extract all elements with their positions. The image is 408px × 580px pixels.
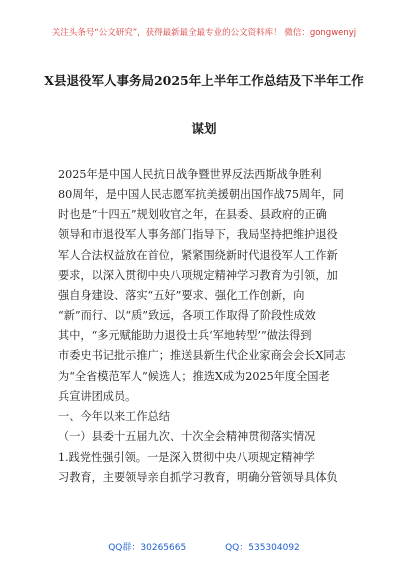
body-line: 2025年是中国人民抗日战争暨世界反法西斯战争胜利 xyxy=(58,168,322,181)
body-line: 80周年，是中国人民志愿军抗美援朝出国作战75周年，同 xyxy=(58,188,344,201)
body-line: 市委史书记批示推广；推送县新生代企业家商会会长X同志 xyxy=(58,349,346,362)
document-title: X县退役军人事务局2025年上半年工作总结及下半年工作 xyxy=(44,73,364,88)
body-line: 兵宣讲团成员。 xyxy=(58,390,137,403)
body-line: 领导和市退役军人事务部门指导下，我局坚持把维护退役 xyxy=(58,228,338,241)
body-line: 为“全省模范军人”候选人；推选X成为2025年度全国老 xyxy=(58,370,330,383)
body-line: 时也是“十四五”规划收官之年，在县委、县政府的正确 xyxy=(58,208,327,221)
footer-qq-group: QQ群：30265665 xyxy=(108,543,187,553)
footer-qq: QQ：535304092 xyxy=(225,543,300,553)
body-line: “新”而行、以“质”致远，各项工作取得了阶段性成效 xyxy=(58,309,316,322)
subsection-heading: （一）县委十五届九次、十次全会精神贯彻落实情况 xyxy=(58,430,316,443)
footer-contact xyxy=(0,540,408,553)
document-title-continued: 谋划 xyxy=(191,121,217,136)
header-banner: 关注头条号“公文研究”，获得最新最全最专业的公文资料库！ 微信：gongwenyj xyxy=(51,28,357,38)
body-line: 其中，“多元赋能助力退役士兵‘军地转型’”做法得到 xyxy=(58,329,312,342)
body-line: 军人合法权益放在首位，紧紧围绕新时代退役军人工作新 xyxy=(58,249,338,262)
body-line: 习教育，主要领导亲自抓学习教育，明确分管领导具体负 xyxy=(58,471,338,484)
body-line: 1.践党性强引领。一是深入贯彻中央八项规定精神学 xyxy=(58,451,315,464)
section-heading: 一、今年以来工作总结 xyxy=(58,410,170,423)
body-line: 强自身建设、落实“五好”要求、强化工作创新，向 xyxy=(58,289,305,302)
body-line: 要求，以深入贯彻中央八项规定精神学习教育为引领，加 xyxy=(58,269,338,282)
